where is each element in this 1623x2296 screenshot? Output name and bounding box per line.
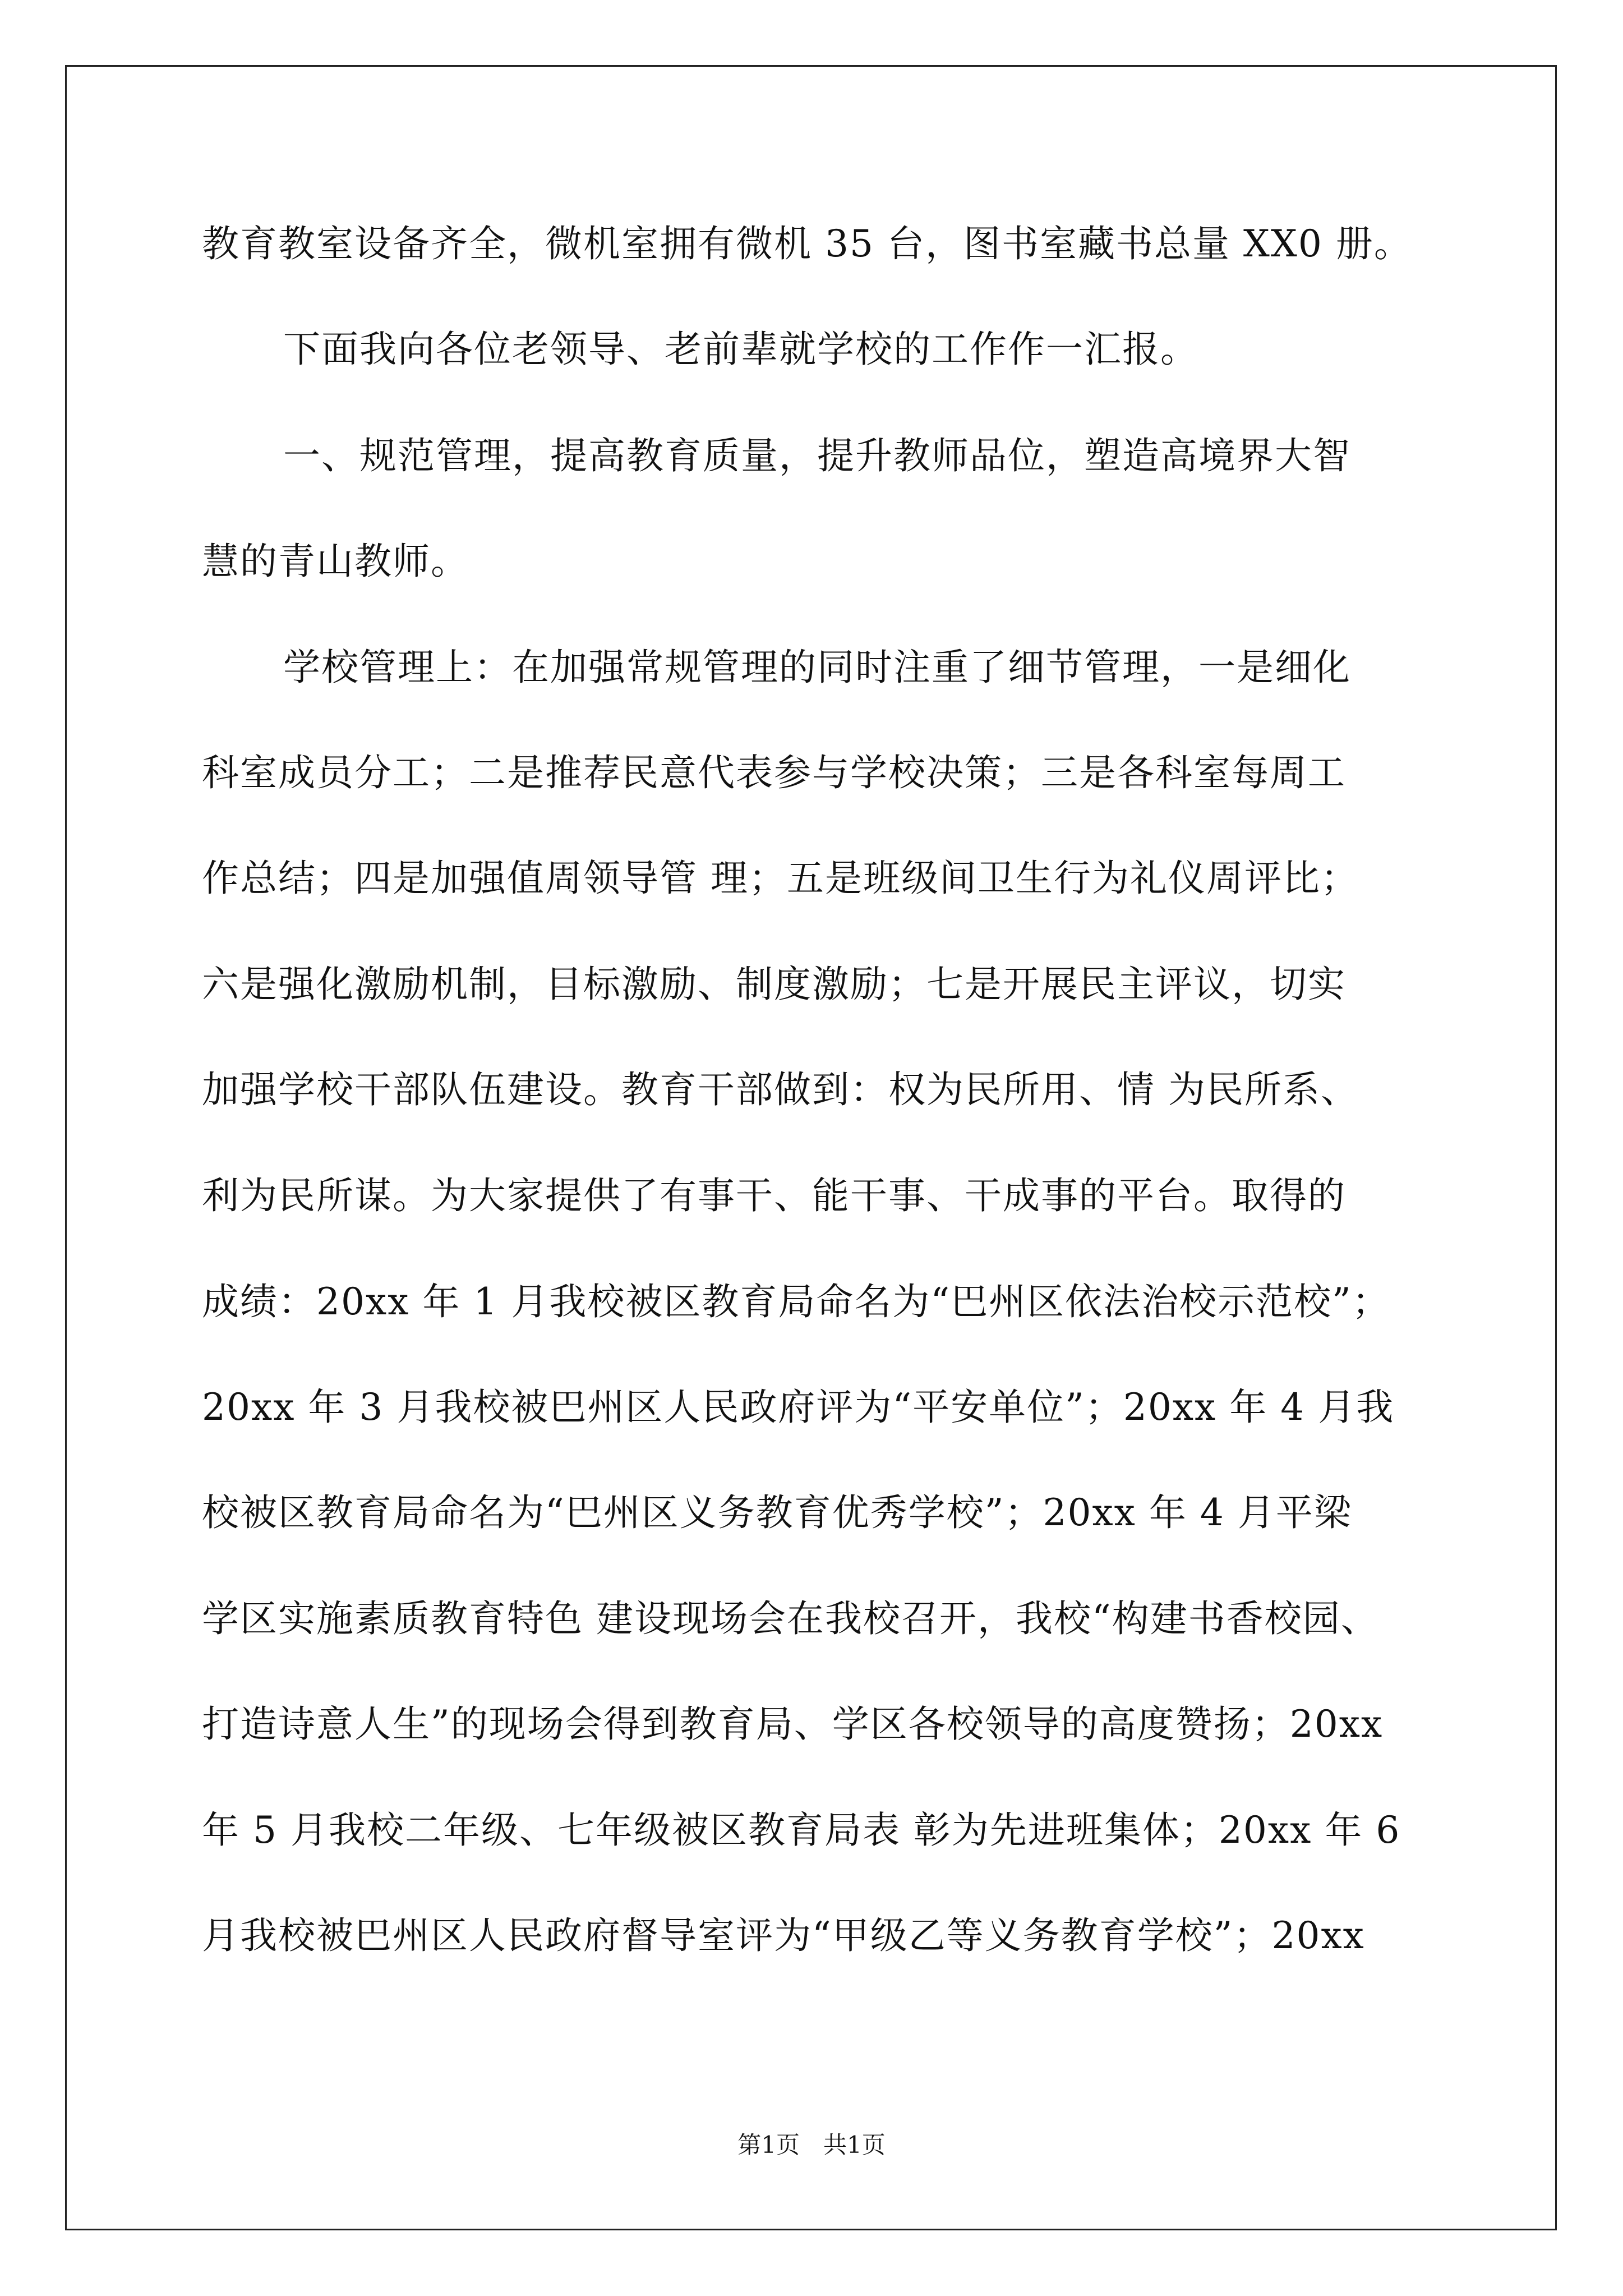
paragraph-line: 成绩：20xx 年 1 月我校被区教育局命名为“巴州区依法治校示范校”； bbox=[202, 1280, 1390, 1323]
paragraph-line: 学校管理上：在加强常规管理的同时注重了细节管理，一是细化 bbox=[283, 646, 1351, 689]
paragraph-line: 下面我向各位老领导、老前辈就学校的工作作一汇报。 bbox=[283, 328, 1198, 371]
paragraph-line: 慧的青山教师。 bbox=[202, 540, 469, 583]
paragraph-line: 校被区教育局命名为“巴州区义务教育优秀学校”；20xx 年 4 月平梁 bbox=[202, 1491, 1352, 1534]
paragraph-line: 教育教室设备齐全，微机室拥有微机 35 台，图书室藏书总量 XX0 册。 bbox=[202, 222, 1412, 265]
paragraph-line: 一、规范管理，提高教育质量，提升教师品位，塑造高境界大智 bbox=[283, 434, 1351, 477]
paragraph-line: 年 5 月我校二年级、七年级被区教育局表 彰为先进班集体；20xx 年 6 bbox=[202, 1809, 1401, 1852]
paragraph-line: 利为民所谋。为大家提供了有事干、能干事、干成事的平台。取得的 bbox=[202, 1174, 1346, 1217]
paragraph-line: 六是强化激励机制，目标激励、制度激励；七是开展民主评议，切实 bbox=[202, 963, 1346, 1006]
paragraph-line: 加强学校干部队伍建设。教育干部做到：权为民所用、情 为民所系、 bbox=[202, 1068, 1359, 1111]
page-border bbox=[65, 65, 1557, 2230]
paragraph-line: 作总结；四是加强值周领导管 理；五是班级间卫生行为礼仪周评比； bbox=[202, 857, 1359, 900]
paragraph-line: 打造诗意人生”的现场会得到教育局、学区各校领导的高度赞扬；20xx bbox=[202, 1703, 1384, 1746]
paragraph-line: 月我校被巴州区人民政府督导室评为“甲级乙等义务教育学校”；20xx bbox=[202, 1914, 1365, 1957]
paragraph-line: 学区实施素质教育特色 建设现场会在我校召开，我校“构建书香校园、 bbox=[202, 1597, 1379, 1640]
paragraph-line: 科室成员分工；二是推荐民意代表参与学校决策；三是各科室每周工 bbox=[202, 751, 1346, 794]
page-number: 第1页 共1页 bbox=[737, 2131, 886, 2159]
paragraph-line: 20xx 年 3 月我校被巴州区人民政府评为“平安单位”；20xx 年 4 月我 bbox=[202, 1386, 1395, 1429]
